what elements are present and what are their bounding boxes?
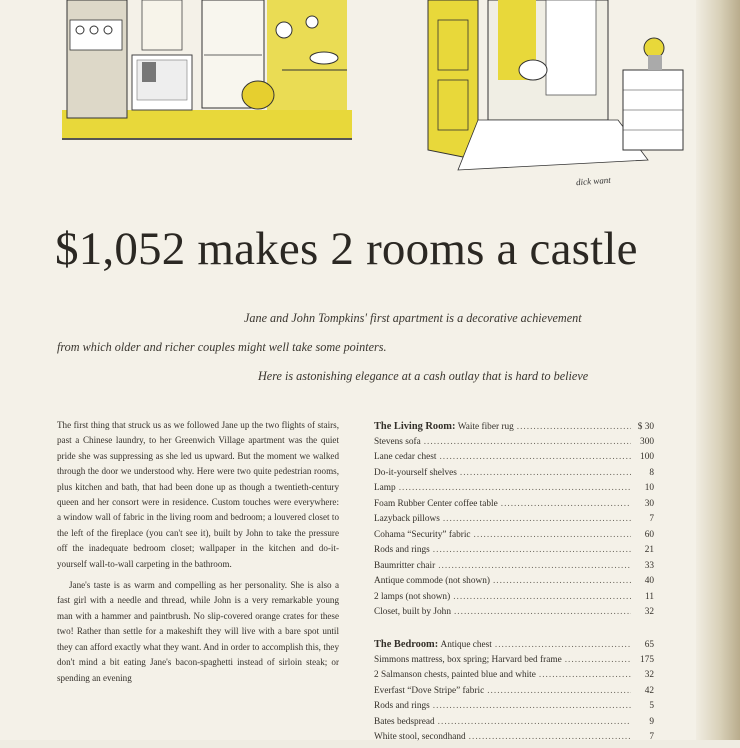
body-paragraph: Jane's taste is as warm and compelling as her personality. She is also a fast girl with a needle and thread, while John is a very remarkable young man with a hammer and paintbrush. No slip-covered orange crates for these two! Rather than settle for a makeshift they will live with a bare spot until they can afford exactly what they want. And in order to accomplish this, they don't mind a bit eating Jane's bacon-spaghetti instead of sirloin steak; or spending an evening bbox=[57, 580, 339, 683]
leader-dots bbox=[460, 468, 631, 478]
price-list-row bbox=[374, 437, 654, 453]
price-list-row bbox=[374, 592, 654, 608]
item-price: 40 bbox=[644, 576, 654, 586]
item-price: $ 30 bbox=[637, 422, 654, 432]
price-list-row bbox=[374, 530, 654, 546]
leader-dots bbox=[493, 576, 631, 586]
price-list-row bbox=[374, 686, 654, 702]
leader-dots bbox=[453, 592, 631, 602]
item-name: Lazyback pillows bbox=[374, 514, 440, 524]
item-name: White stool, secondhand bbox=[374, 732, 466, 742]
item-name: Baumritter chair bbox=[374, 560, 436, 571]
item-name: Cohama “Security” fabric bbox=[374, 529, 471, 540]
price-list-row bbox=[374, 576, 654, 592]
price-list-row bbox=[374, 561, 654, 577]
item-name: Waite fiber rug bbox=[455, 422, 514, 432]
item-name: Closet, built by John bbox=[374, 607, 451, 617]
item-price: 65 bbox=[644, 640, 654, 650]
illustrator-signature: dick want bbox=[575, 174, 612, 188]
item-name: Bates bedspread bbox=[374, 716, 435, 727]
item-price: 21 bbox=[644, 545, 654, 555]
price-list-row bbox=[374, 607, 654, 623]
price-list-row bbox=[374, 499, 654, 515]
leader-dots bbox=[424, 437, 631, 447]
item-name: Stevens sofa bbox=[374, 436, 421, 447]
leader-dots bbox=[474, 530, 631, 540]
article-body bbox=[57, 418, 339, 686]
item-name: Antique commode (not shown) bbox=[374, 576, 490, 586]
item-price: 9 bbox=[649, 716, 654, 727]
leader-dots bbox=[495, 640, 631, 650]
item-price: 8 bbox=[649, 467, 654, 478]
leader-dots bbox=[438, 717, 631, 727]
item-price: 175 bbox=[640, 654, 654, 665]
leader-dots bbox=[517, 422, 631, 432]
price-list-row bbox=[374, 655, 654, 671]
living-room-price-list bbox=[374, 421, 654, 623]
price-list-row bbox=[374, 701, 654, 717]
item-price: 300 bbox=[640, 436, 654, 447]
item-price: 11 bbox=[645, 591, 654, 602]
leader-dots bbox=[454, 607, 631, 617]
item-name: Lamp bbox=[374, 483, 396, 493]
item-price: 7 bbox=[649, 514, 654, 524]
leader-dots bbox=[487, 686, 631, 696]
leader-dots bbox=[443, 514, 631, 524]
subhead-line-3: Here is astonishing elegance at a cash outlay that is hard to believe bbox=[258, 369, 589, 383]
leader-dots bbox=[438, 561, 631, 571]
kitchen-illustration bbox=[62, 0, 352, 195]
item-name: Lane cedar chest bbox=[374, 452, 437, 462]
page-gutter bbox=[696, 0, 740, 740]
price-list-row bbox=[374, 670, 654, 686]
item-price: 7 bbox=[649, 732, 654, 742]
body-paragraph: The first thing that struck us as we followed Jane up the two flights of stairs, past a Chinese laundry, to her Greenwich Village apartment was the quiet pride she was suppressing as she led us upward. But the moment we walked through the door we understood why. Here were two quite pedestrian rooms, plus kitchen and bath, that had been done up as though a twentieth-century queen and her consort were in residence. Custom touches were everywhere: a window wall of fabric in the living room and bedroom; a louvered closet to the left of the fireplace (you can't see it), built by John to take the pressure off the inadequate bedroom closet; wallpaper in the kitchen and do-it-yourself wall-to-wall carpeting in the bathroom. bbox=[57, 420, 339, 569]
item-price: 42 bbox=[644, 685, 654, 696]
price-list-row bbox=[374, 483, 654, 499]
item-name: 2 lamps (not shown) bbox=[374, 591, 451, 602]
item-price: 60 bbox=[644, 529, 654, 540]
price-list-row bbox=[374, 421, 654, 437]
leader-dots bbox=[501, 499, 631, 509]
item-price: 100 bbox=[640, 452, 654, 462]
leader-dots bbox=[399, 483, 631, 493]
price-list-row bbox=[374, 514, 654, 530]
item-name: Foam Rubber Center coffee table bbox=[374, 498, 498, 509]
section-heading: The Living Room: bbox=[374, 421, 456, 432]
item-price: 33 bbox=[644, 560, 654, 571]
price-list-row bbox=[374, 468, 654, 484]
item-price: 30 bbox=[644, 498, 654, 509]
item-price: 5 bbox=[649, 701, 654, 711]
item-name: Rods and rings bbox=[374, 701, 430, 711]
leader-dots bbox=[433, 701, 631, 711]
price-list-row bbox=[374, 452, 654, 468]
item-price: 32 bbox=[644, 670, 654, 680]
item-name: Simmons mattress, box spring; Harvard bed frame bbox=[374, 654, 562, 665]
price-list-row bbox=[374, 639, 654, 655]
item-name: Do-it-yourself shelves bbox=[374, 467, 457, 478]
bedroom-illustration bbox=[418, 0, 700, 195]
bedroom-price-list bbox=[374, 639, 654, 748]
kitchen-drawing bbox=[62, 0, 352, 195]
subhead-line-1: Jane and John Tompkins' first apartment is a decorative achievement bbox=[244, 311, 582, 325]
item-name: Antique chest bbox=[438, 640, 492, 650]
item-name: Rods and rings bbox=[374, 545, 430, 555]
price-list-row bbox=[374, 545, 654, 561]
leader-dots bbox=[565, 655, 631, 665]
leader-dots bbox=[539, 670, 631, 680]
leader-dots bbox=[433, 545, 631, 555]
leader-dots bbox=[439, 452, 631, 462]
leader-dots bbox=[469, 732, 631, 742]
bedroom-drawing bbox=[418, 0, 700, 195]
price-list-row bbox=[374, 717, 654, 733]
subhead-line-2: from which older and richer couples might well take some pointers. bbox=[57, 340, 387, 354]
item-name: Everfast “Dove Stripe” fabric bbox=[374, 685, 485, 696]
section-heading: The Bedroom: bbox=[374, 639, 439, 650]
item-price: 32 bbox=[644, 607, 654, 617]
item-name: 2 Salmanson chests, painted blue and white bbox=[374, 670, 536, 680]
page-title: $1,052 makes 2 rooms a castle bbox=[55, 223, 638, 275]
item-price: 10 bbox=[644, 483, 654, 493]
